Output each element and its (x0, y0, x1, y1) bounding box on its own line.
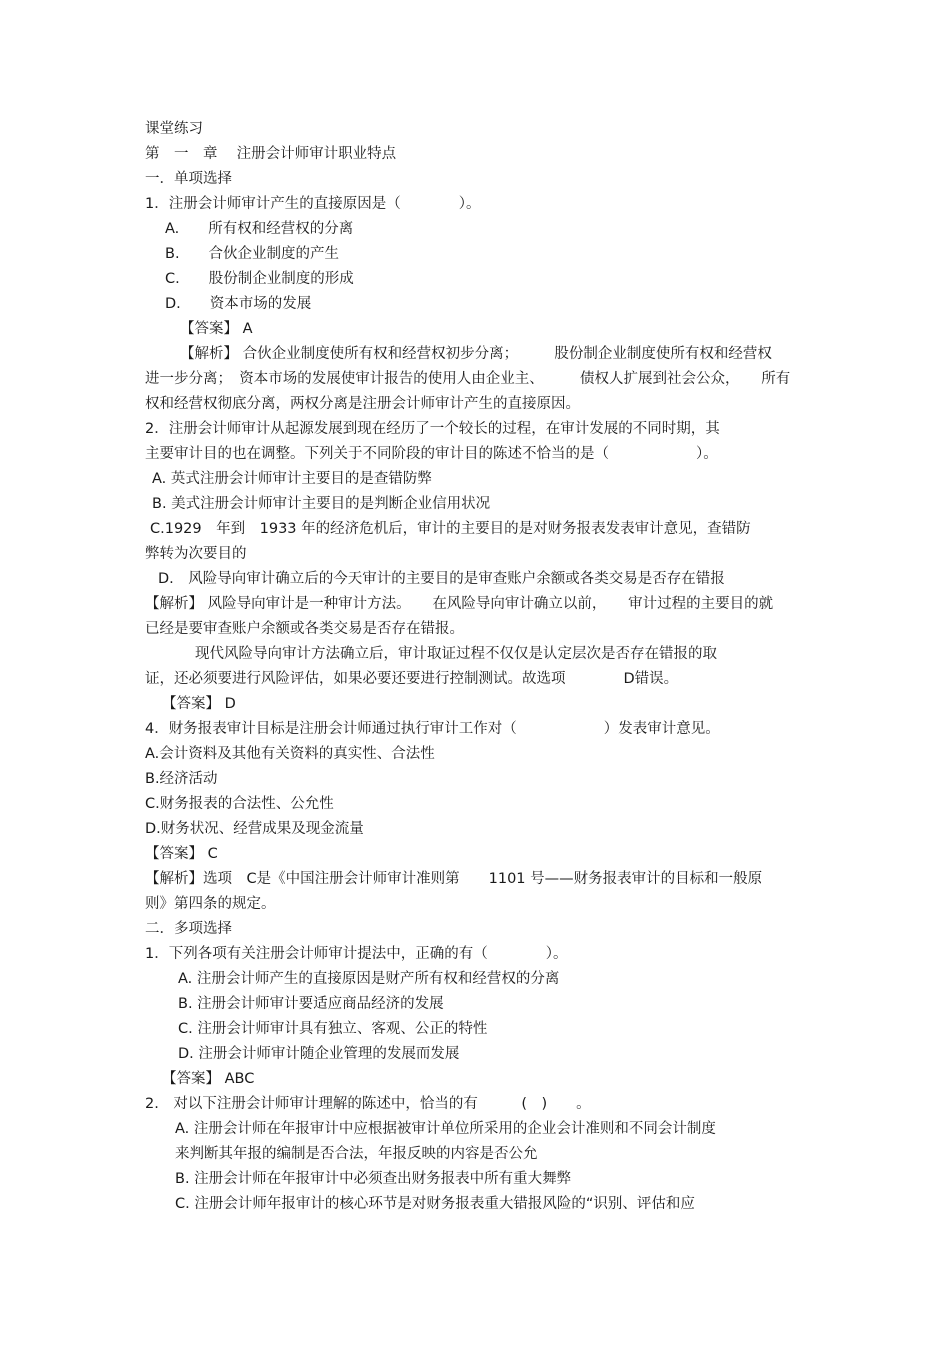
q1-analysis-line: 权和经营权彻底分离，两权分离是注册会计师审计产生的直接原因。 (145, 396, 580, 412)
q1-option-b: B. 合伙企业制度的产生 (165, 246, 340, 262)
q2-analysis-line: 现代风险导向审计方法确立后，审计取证过程不仅仅是认定层次是否存在错报的取 (195, 646, 717, 662)
q2-analysis-line: 证，还必须要进行风险评估，如果必要还要进行控制测试。故选项 D错误。 (145, 671, 679, 687)
q1-stem: 1．注册会计师审计产生的直接原因是（ ）。 (145, 196, 481, 212)
m1-stem: 1．下列各项有关注册会计师审计提法中，正确的有（ ）。 (145, 946, 568, 962)
section-heading-multiple-choice: 二．多项选择 (145, 921, 232, 937)
q2-answer: 【答案】 D (162, 696, 236, 712)
m2-option-a-line: 来判断其年报的编制是否合法，年报反映的内容是否公允 (175, 1146, 538, 1162)
q2-option-c-line: 弊转为次要目的 (145, 546, 247, 562)
m1-option-b: B. 注册会计师审计要适应商品经济的发展 (178, 996, 444, 1012)
q1-answer: 【答案】 A (180, 321, 253, 337)
q2-option-c-line: C.1929 年到 1933 年的经济危机后，审计的主要目的是对财务报表发表审计意见，查错防 (150, 521, 751, 537)
m1-option-d: D. 注册会计师审计随企业管理的发展而发展 (178, 1046, 460, 1062)
q4-analysis-line: 则》第四条的规定。 (145, 896, 276, 912)
q2-stem-line: 主要审计目的也在调整。下列关于不同阶段的审计目的陈述不恰当的是（ ）。 (145, 446, 718, 462)
m2-option-a-line: A. 注册会计师在年报审计中应根据被审计单位所采用的企业会计准则和不同会计制度 (175, 1121, 716, 1137)
q2-stem-line: 2．注册会计师审计从起源发展到现在经历了一个较长的过程，在审计发展的不同时期，其 (145, 421, 720, 437)
q4-option-a: A.会计资料及其他有关资料的真实性、合法性 (145, 746, 435, 762)
section-heading-single-choice: 一．单项选择 (145, 171, 232, 187)
q2-option-b: B. 美式注册会计师审计主要目的是判断企业信用状况 (152, 496, 491, 512)
q4-option-d: D.财务状况、经营成果及现金流量 (145, 821, 364, 837)
q1-option-d: D. 资本市场的发展 (165, 296, 312, 312)
q4-option-c: C.财务报表的合法性、公允性 (145, 796, 334, 812)
m1-option-a: A. 注册会计师产生的直接原因是财产所有权和经营权的分离 (178, 971, 560, 987)
q1-option-c: C. 股份制企业制度的形成 (165, 271, 354, 287)
q1-analysis-line: 进一步分离； 资本市场的发展使审计报告的使用人由企业主、 债权人扩展到社会公众， 所有 (145, 371, 791, 387)
chapter-heading: 第 一 章 注册会计师审计职业特点 (145, 146, 397, 162)
m2-stem: 2. 对以下注册会计师审计理解的陈述中，恰当的有 ( ) 。 (145, 1096, 591, 1112)
q1-option-a: A. 所有权和经营权的分离 (165, 221, 354, 237)
m2-option-c-line: C. 注册会计师年报审计的核心环节是对财务报表重大错报风险的“识别、评估和应 (175, 1196, 695, 1212)
q2-analysis-line: 【解析】 风险导向审计是一种审计方法。 在风险导向审计确立以前， 审计过程的主要目的就 (145, 596, 774, 612)
q4-analysis-line: 【解析】选项 C是《中国注册会计师审计准则第 1101 号——财务报表审计的目标和一般原 (145, 871, 763, 887)
q2-analysis-line: 已经是要审查账户余额或各类交易是否存在错报。 (145, 621, 464, 637)
q4-answer: 【答案】 C (145, 846, 218, 862)
q4-stem: 4．财务报表审计目标是注册会计师通过执行审计工作对（ ）发表审计意见。 (145, 721, 720, 737)
q2-option-a: A. 英式注册会计师审计主要目的是查错防弊 (152, 471, 432, 487)
m1-option-c: C. 注册会计师审计具有独立、客观、公正的特性 (178, 1021, 488, 1037)
m2-option-b: B. 注册会计师在年报审计中必须查出财务报表中所有重大舞弊 (175, 1171, 572, 1187)
q1-analysis-line: 【解析】 合伙企业制度使所有权和经营权初步分离； 股份制企业制度使所有权和经营权 (180, 346, 772, 362)
m1-answer: 【答案】 ABC (162, 1071, 255, 1087)
q2-option-d: D. 风险导向审计确立后的今天审计的主要目的是审查账户余额或各类交易是否存在错报 (158, 571, 725, 587)
q4-option-b: B.经济活动 (145, 771, 218, 787)
doc-title: 课堂练习 (145, 121, 203, 137)
